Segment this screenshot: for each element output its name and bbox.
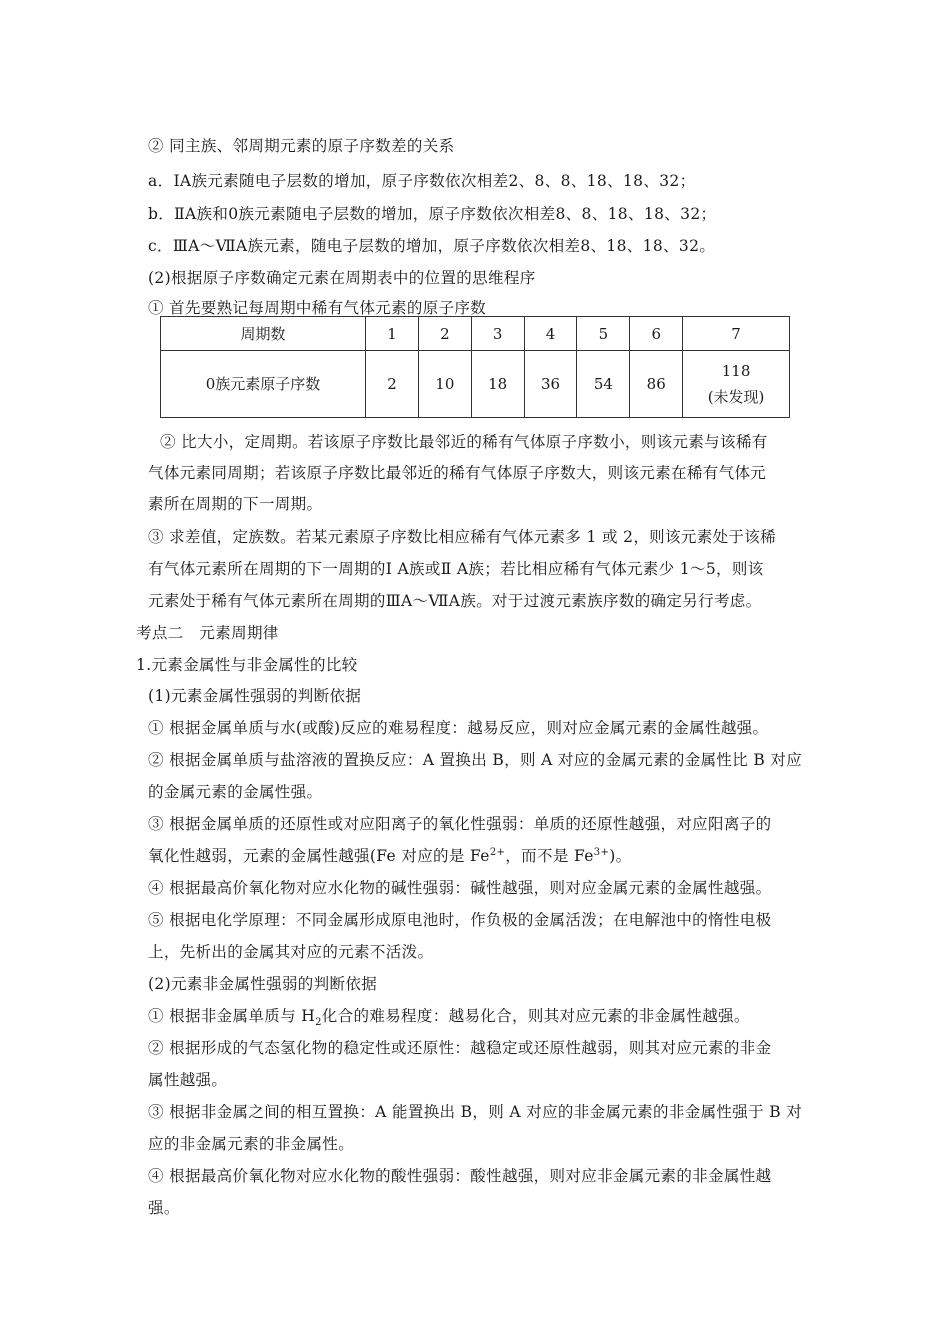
- text-line: 素所在周期的下一周期。: [148, 495, 323, 513]
- table-cell: [683, 351, 790, 418]
- text-line: a．ⅠA族元素随电子层数的增加，原子序数依次相差2、8、8、18、18、32；: [148, 172, 696, 190]
- text-line: 有气体元素所在周期的下一周期的Ⅰ A族或Ⅱ A族；若比相应稀有气体元素少 1～5，则该: [148, 560, 764, 578]
- text-line: b．ⅡA族和0族元素随电子层数的增加，原子序数依次相差8、8、18、18、32；: [148, 205, 717, 223]
- superscript: 2+: [489, 846, 506, 858]
- text-fragment: 化合的难易程度：越易化合，则其对应元素的非金属性越强。: [321, 1007, 750, 1025]
- text-line: 气体元素同周期；若该原子序数比最邻近的稀有气体原子序数大，则该元素在稀有气体元: [148, 464, 767, 482]
- table-cell: 2: [366, 351, 419, 418]
- text-line: [148, 1006, 750, 1029]
- text-line: [148, 846, 631, 866]
- table-cell: 4: [524, 317, 577, 351]
- cell-number: 118: [721, 362, 751, 380]
- text-fragment: )。: [609, 847, 632, 865]
- table-cell: 5: [577, 317, 630, 351]
- table-cell: 3: [471, 317, 524, 351]
- text-line: c．ⅢA～ⅦA族元素，随电子层数的增加，原子序数依次相差8、18、18、32。: [148, 237, 716, 255]
- text-line: ③ 根据金属单质的还原性或对应阳离子的氧化性强弱：单质的还原性越强，对应阳离子的: [148, 815, 772, 833]
- table-cell: 2: [418, 317, 471, 351]
- table-header-cell: 周期数: [161, 317, 366, 351]
- text-line: ② 根据形成的气态氢化物的稳定性或还原性：越稳定或还原性越弱，则其对应元素的非金: [148, 1039, 772, 1057]
- text-line: 强。: [148, 1199, 180, 1217]
- text-line: ② 比大小，定周期。若该原子序数比最邻近的稀有气体原子序数小，则该元素与该稀有: [160, 433, 768, 451]
- text-line: ① 根据金属单质与水(或酸)反应的难易程度：越易反应，则对应金属元素的金属性越强。: [148, 719, 769, 737]
- subscript: 2: [315, 1017, 322, 1029]
- text-fragment: 氧化性越弱，元素的金属性越强(Fe 对应的是 Fe: [148, 847, 490, 865]
- table-cell: 86: [630, 351, 683, 418]
- text-line: 属性越强。: [148, 1071, 228, 1089]
- section-title: 考点二 元素周期律: [136, 624, 279, 642]
- table-row: [161, 317, 790, 351]
- table-header-cell: 0族元素原子序数: [161, 351, 366, 418]
- text-line: ④ 根据最高价氧化物对应水化物的酸性强弱：酸性越强，则对应非金属元素的非金属性越: [148, 1167, 772, 1185]
- table-cell: 10: [418, 351, 471, 418]
- table-row: [161, 351, 790, 418]
- superscript: 3+: [593, 846, 610, 858]
- text-line: ③ 求差值，定族数。若某元素原子序数比相应稀有气体元素多 1 或 2，则该元素处于该稀: [148, 528, 776, 546]
- table-cell: 54: [577, 351, 630, 418]
- table-cell: 36: [524, 351, 577, 418]
- subheading: (2)元素非金属性强弱的判断依据: [148, 975, 378, 993]
- text-line: 的金属元素的金属性强。: [148, 783, 323, 801]
- text-line: ② 同主族、邻周期元素的原子序数差的关系: [148, 137, 455, 155]
- heading: 1.元素金属性与非金属性的比较: [136, 656, 358, 674]
- noble-gas-table: [160, 316, 790, 418]
- text-line: ② 根据金属单质与盐溶液的置换反应：A 置换出 B，则 A 对应的金属元素的金属性比 B 对应: [148, 751, 803, 769]
- table-cell: 6: [630, 317, 683, 351]
- table-cell: 1: [366, 317, 419, 351]
- cell-note: (未发现): [707, 388, 765, 406]
- text-fragment: ① 根据非金属单质与 H: [148, 1007, 316, 1025]
- text-line: 元素处于稀有气体元素所在周期的ⅢA～ⅦA族。对于过渡元素族序数的确定另行考虑。: [148, 592, 762, 610]
- text-line: ③ 根据非金属之间的相互置换：A 能置换出 B，则 A 对应的非金属元素的非金属性强于 B 对: [148, 1103, 803, 1121]
- table-cell: 7: [683, 317, 790, 351]
- text-line: (2)根据原子序数确定元素在周期表中的位置的思维程序: [148, 269, 536, 287]
- text-line: 应的非金属元素的非金属性。: [148, 1135, 355, 1153]
- text-fragment: ，而不是 Fe: [505, 847, 594, 865]
- text-line: ① 首先要熟记每周期中稀有气体元素的原子序数: [148, 299, 487, 317]
- table-cell: 18: [471, 351, 524, 418]
- text-line: ④ 根据最高价氧化物对应水化物的碱性强弱：碱性越强，则对应金属元素的金属性越强。: [148, 879, 772, 897]
- text-line: ⑤ 根据电化学原理：不同金属形成原电池时，作负极的金属活泼；在电解池中的惰性电极: [148, 911, 772, 929]
- subheading: (1)元素金属性强弱的判断依据: [148, 687, 362, 705]
- text-line: 上，先析出的金属其对应的元素不活泼。: [148, 943, 434, 961]
